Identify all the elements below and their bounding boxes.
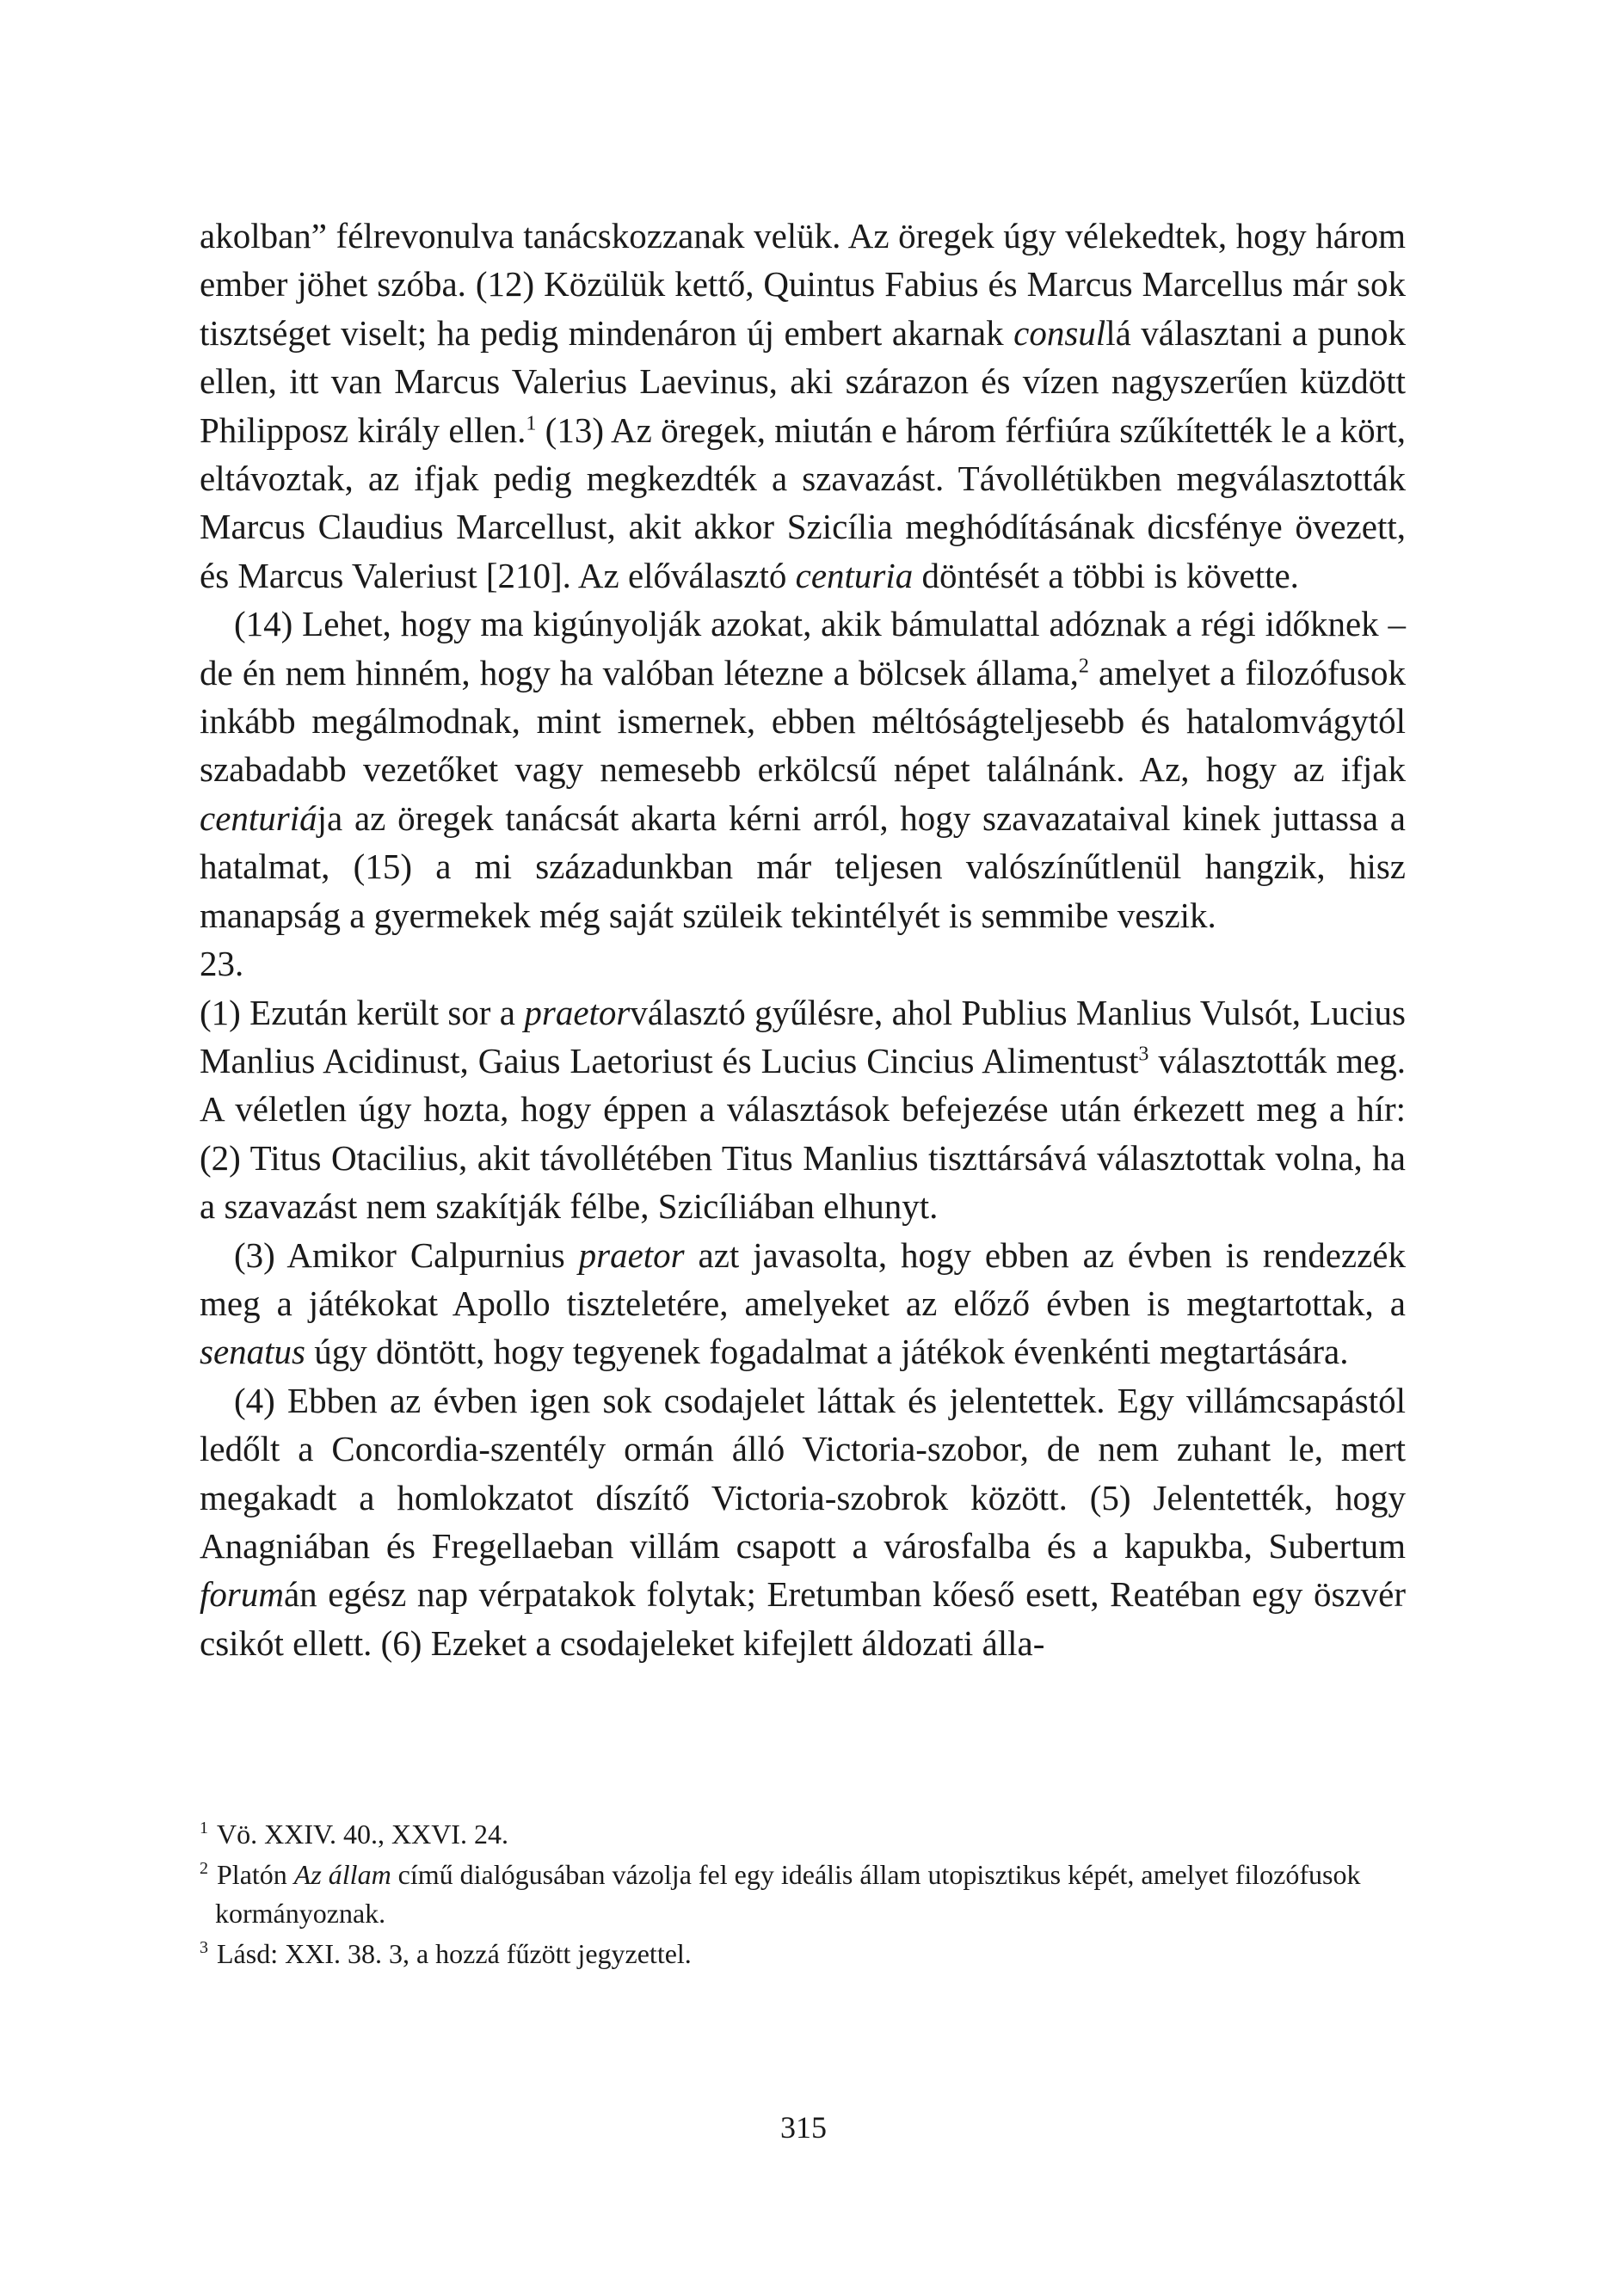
italic-term: centuriá [200, 797, 317, 838]
text-run: lá választani a punok ellen, itt van Marcus Valerius Laevinus, aki szárazon és vízen nagyszerűen küzdött Philipposz király ellen. [200, 312, 1406, 450]
italic-term: Az állam [293, 1859, 391, 1890]
text-run: (4) Ebben az évben igen sok csodajelet láttak és jelentettek. Egy villámcsapástól ledőlt a Concordia-szentély ormán álló Victoria-szobor, de nem zuhant le, mert megakadt a homlokzatot díszítő Victoria-szobrok között. (5) Jelentették, hogy Anagniában és Fregellaeban villám csapott a városfalba és a kapukba, Subertum [200, 1380, 1406, 1566]
page-number: 315 [780, 2110, 827, 2145]
footnote-marker: 1 [526, 411, 537, 434]
text-run: akolban” félrevonulva tanácskozzanak velük. Az öregek úgy vélekedtek, hogy három ember jöhet szóba. (12) Közülük kettő, Quintus Fabius és Marcus Marcellus már sok tisztséget viselt; ha pedig mindenáron új embert akarnak [200, 216, 1406, 353]
footnotes [200, 1815, 1406, 1975]
text-run: című dialógusában vázolja fel egy ideális állam utopisztikus képét, amelyet filozófusok kormányoznak. [215, 1859, 1361, 1929]
paragraph [200, 988, 1406, 1231]
text-run: amelyet a filozófusok inkább megálmodnak, mint ismernek, ebben méltóságteljesebb és hatalomvágytól szabadabb vezetőket vagy nemesebb erkölcsű népet találnánk. Az, hogy az ifjak [200, 652, 1406, 790]
text-run: választották meg. A véletlen úgy hozta, hogy éppen a választások befejezése után érkezett meg a hír: (2) Titus Otacilius, akit távollétében Titus Manlius tiszttársává választottak volna, ha a szavazást nem szakítják félbe, Szicíliában elhunyt. [200, 1040, 1406, 1227]
text-run: ja az öregek tanácsát akarta kérni arról, hogy szavazataival kinek juttassa a hatalmat, (15) a mi századunkban már teljesen valószínűtlenül hangzik, hisz manapság a gyermekek még saját szüleik tekintélyét is semmibe veszik. [200, 797, 1406, 935]
text-run: választó gyűlésre, ahol Publius Manlius Vulsót, Lucius Manlius Acidinust, Gaius Laetoriust és Lucius Cincius Alimentust [200, 992, 1407, 1080]
text-run: Vö. XXIV. 40., XXVI. 24. [217, 1819, 508, 1850]
italic-term: praetor [524, 992, 631, 1032]
text-run: Lásd: XXI. 38. 3, a hozzá fűzött jegyzettel. [217, 1938, 692, 1969]
footnote [200, 1856, 1406, 1933]
footnote-marker: 3 [1138, 1043, 1149, 1066]
paragraph [200, 212, 1406, 600]
italic-term: senatus [200, 1332, 305, 1372]
text-run: Platón [217, 1859, 294, 1890]
footnote [200, 1815, 1406, 1854]
text-run: úgy döntött, hogy tegyenek fogadalmat a játékok évenkénti megtartására. [305, 1332, 1349, 1372]
text-run: (1) Ezután került sor a [200, 992, 525, 1032]
italic-term: praetor [578, 1234, 685, 1275]
italic-term: centuria [795, 555, 914, 595]
text-run: (14) Lehet, hogy ma kigúnyolják azokat, akik bámulattal adóznak a régi időknek – de én nem hinném, hogy ha valóban létezne a bölcsek állama, [200, 604, 1406, 692]
body-text [200, 212, 1406, 1667]
text-run: azt javasolta, hogy ebben az évben is rendezzék meg a játékokat Apollo tiszteletére, amelyeket az előző évben is megtartottak, a [200, 1234, 1406, 1323]
footnote-number: 1 [200, 1819, 208, 1838]
chapter-number [200, 939, 1406, 988]
text-run: (3) Amikor Calpurnius [234, 1234, 579, 1275]
paragraph [200, 1376, 1406, 1667]
paragraph [200, 600, 1406, 939]
footnote [200, 1935, 1406, 1973]
text-run: án egész nap vérpatakok folytak; Eretumban kőeső esett, Reatéban egy öszvér csikót ellett. (6) Ezeket a csodajeleket kifejlett áldozati álla- [200, 1574, 1406, 1663]
text-run: 23. [200, 944, 244, 984]
italic-term: forum [200, 1574, 284, 1615]
footnote-number: 2 [200, 1859, 208, 1879]
text-run: (13) Az öregek, miután e három férfiúra szűkítették le a kört, eltávoztak, az ifjak pedig megkezdték a szavazást. Távollétükben megválasztották Marcus Claudius Marcellust, akit akkor Szicília meghódításának dicsfénye övezett, és Marcus Valeriust [210]. Az előválasztó [200, 409, 1406, 595]
text-run: döntését a többi is követte. [913, 555, 1299, 595]
footnote-marker: 2 [1078, 655, 1089, 677]
paragraph [200, 1231, 1406, 1376]
footnote-number: 3 [200, 1938, 208, 1958]
italic-term: consul [1013, 312, 1106, 353]
